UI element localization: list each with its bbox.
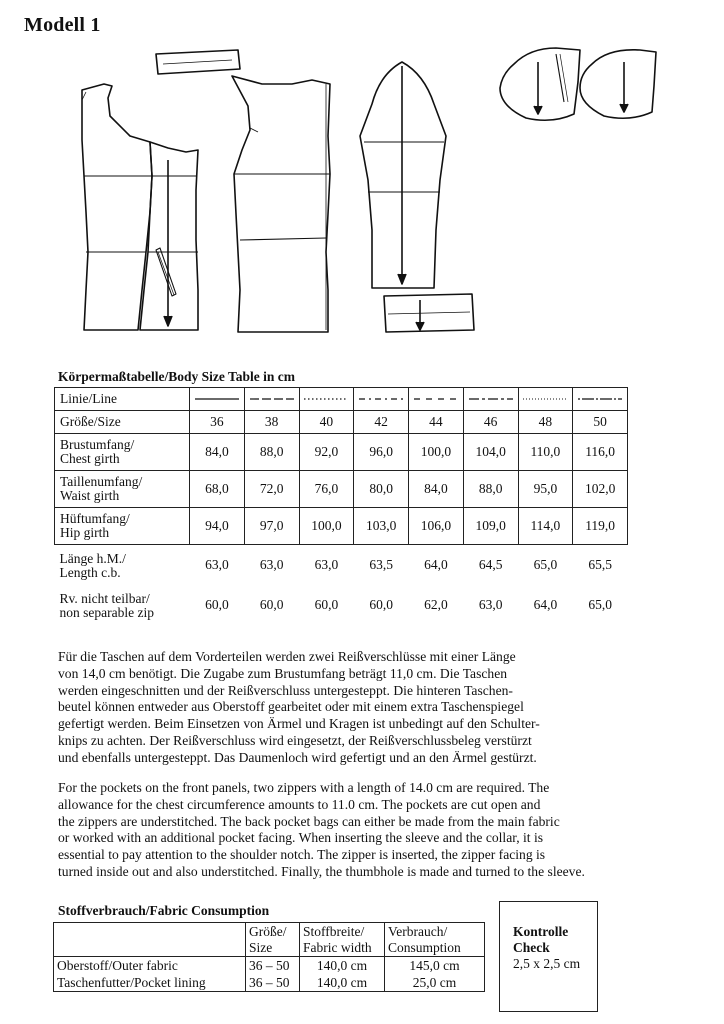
waist-girth-row <box>55 471 628 508</box>
value-cell: 94,0 <box>190 508 245 545</box>
value-cell: 109,0 <box>463 508 518 545</box>
size-cell: 46 <box>463 411 518 434</box>
value-cell: 76,0 <box>299 471 354 508</box>
value-cell: 92,0 <box>299 434 354 471</box>
value-cell: 88,0 <box>244 434 299 471</box>
value-cell: 100,0 <box>299 508 354 545</box>
value-cell: 64,0 <box>424 557 448 572</box>
back-panel <box>232 76 330 332</box>
size-cell: 36 <box>190 411 245 434</box>
fabric-consumption: 25,0 cm <box>385 974 485 992</box>
line-sample-dash-dot <box>463 388 518 411</box>
length-cb-label: Länge h.M./ Length c.b. <box>59 551 126 580</box>
value-cell: 106,0 <box>409 508 464 545</box>
value-cell: 95,0 <box>518 471 573 508</box>
waist-girth-label: Taillenumfang/ Waist girth <box>55 471 190 508</box>
fabric-label: Taschenfutter/Pocket lining <box>54 974 246 992</box>
pocket-facing-piece <box>580 50 656 118</box>
fabric-header-size: Größe/ Size <box>246 923 300 957</box>
line-row-label: Linie/Line <box>55 388 190 411</box>
value-cell: 63,0 <box>259 557 284 572</box>
fabric-header-empty <box>54 923 246 957</box>
line-sample-dash <box>354 388 409 411</box>
value-cell: 64,0 <box>533 597 558 612</box>
check-title-de: Kontrolle <box>513 924 569 939</box>
value-cell: 60,0 <box>314 597 339 612</box>
length-cb-row <box>55 545 628 586</box>
line-sample-long-dash <box>244 388 299 411</box>
chest-girth-row <box>55 434 628 471</box>
line-sample-fine-dotted <box>518 388 573 411</box>
value-cell: 72,0 <box>244 471 299 508</box>
value-cell: 119,0 <box>573 508 628 545</box>
size-cell: 38 <box>244 411 299 434</box>
fabric-consumption: 145,0 cm <box>385 957 485 975</box>
value-cell: 60,0 <box>205 597 229 612</box>
size-table-title: Körpermaßtabelle/Body Size Table in cm <box>58 369 296 384</box>
value-cell: 96,0 <box>354 434 409 471</box>
value-cell: 114,0 <box>518 508 573 545</box>
zip-length-row <box>55 585 628 625</box>
size-row-label: Größe/Size <box>55 411 190 434</box>
sleeve-piece <box>360 62 446 288</box>
value-cell: 100,0 <box>409 434 464 471</box>
hip-girth-label: Hüftumfang/ Hip girth <box>55 508 190 545</box>
value-cell: 60,0 <box>259 597 284 612</box>
value-cell: 102,0 <box>573 471 628 508</box>
instructions-english: For the pockets on the front panels, two zippers with a length of 14.0 cm are required. The allowance for the chest circumference amounts to 11.0 cm. The pockets are cut open and the zippers are understitched. The back pocket bags can either be made from the main fabric or worked with an additional pocket facing. When inserting the sleeve and the collar, it is essential to pay attention to the shoulder notch. The zipper is inserted, the zipper facing is turned inside out and also understitched. Finally, the thumbhole is made and turned to the sleeve. <box>58 780 585 879</box>
size-cell: 42 <box>354 411 409 434</box>
size-cell: 50 <box>573 411 628 434</box>
fabric-size: 36 – 50 <box>246 974 300 992</box>
value-cell: 116,0 <box>573 434 628 471</box>
value-cell: 63,5 <box>369 557 393 572</box>
hip-girth-row <box>55 508 628 545</box>
value-cell: 65,0 <box>588 597 612 612</box>
page-title: Modell 1 <box>24 14 101 36</box>
size-cell: 48 <box>518 411 573 434</box>
front-panel <box>82 84 152 330</box>
value-cell: 103,0 <box>354 508 409 545</box>
value-cell: 88,0 <box>463 471 518 508</box>
size-cell: 40 <box>299 411 354 434</box>
line-sample-dotted <box>299 388 354 411</box>
fabric-header-width: Stoffbreite/ Fabric width <box>300 923 385 957</box>
value-cell: 63,0 <box>478 597 503 612</box>
line-sample-dot-dash <box>573 388 628 411</box>
fabric-consumption-title: Stoffverbrauch/Fabric Consumption <box>58 903 270 918</box>
check-title-en: Check <box>513 940 550 955</box>
value-cell: 84,0 <box>190 434 245 471</box>
value-cell: 80,0 <box>354 471 409 508</box>
fabric-row-lining <box>54 974 485 992</box>
control-check-box <box>499 901 598 1012</box>
fabric-header-consumption: Verbrauch/ Consumption <box>385 923 485 957</box>
value-cell: 65,0 <box>533 557 558 572</box>
fabric-consumption-table <box>53 922 485 992</box>
value-cell: 62,0 <box>424 597 448 612</box>
fabric-width: 140,0 cm <box>300 974 385 992</box>
line-sample-spaced-dash <box>409 388 464 411</box>
fabric-header-row <box>54 923 485 957</box>
pattern-pieces-drawing <box>0 40 724 340</box>
fabric-row-outer <box>54 957 485 975</box>
line-sample-solid <box>190 388 245 411</box>
value-cell: 64,5 <box>478 557 503 572</box>
value-cell: 63,0 <box>205 557 229 572</box>
value-cell: 63,0 <box>314 557 339 572</box>
value-cell: 68,0 <box>190 471 245 508</box>
check-value: 2,5 x 2,5 cm <box>513 956 581 971</box>
value-cell: 104,0 <box>463 434 518 471</box>
value-cell: 110,0 <box>518 434 573 471</box>
value-cell: 60,0 <box>369 597 393 612</box>
zip-length-label: Rv. nicht teilbar/ non separable zip <box>59 591 154 620</box>
fabric-label: Oberstoff/Outer fabric <box>54 957 246 975</box>
instructions-german: Für die Taschen auf dem Vorderteilen werden zwei Reißverschlüsse mit einer Länge von 14,0 cm benötigt. Die Zugabe zum Brustumfang beträgt 11,0 cm. Die Taschen werden eingeschnitten und der Reißverschluss untergesteppt. Die hinteren Taschen- beutel können entweder aus Oberstoff gearbeitet oder mit einem extra Taschenspiegel gefertigt werden. Beim Einsetzen von Ärmel und Kragen ist unbedingt auf den Schulter- knips zu achten. Der Reißverschluss wird eingesetzt, der Reißverschlussbeleg verstürzt und ebenfalls untergesteppt. Das Daumenloch wird gefertigt und an den Ärmel gestürzt. <box>58 649 540 765</box>
chest-girth-label: Brustumfang/ Chest girth <box>55 434 190 471</box>
value-cell: 84,0 <box>409 471 464 508</box>
size-cell: 44 <box>409 411 464 434</box>
size-row <box>55 411 628 434</box>
fabric-width: 140,0 cm <box>300 957 385 975</box>
fabric-size: 36 – 50 <box>246 957 300 975</box>
side-front-panel <box>140 142 198 330</box>
line-row <box>55 388 628 411</box>
value-cell: 97,0 <box>244 508 299 545</box>
value-cell: 65,5 <box>588 557 612 572</box>
body-size-table <box>54 387 628 625</box>
